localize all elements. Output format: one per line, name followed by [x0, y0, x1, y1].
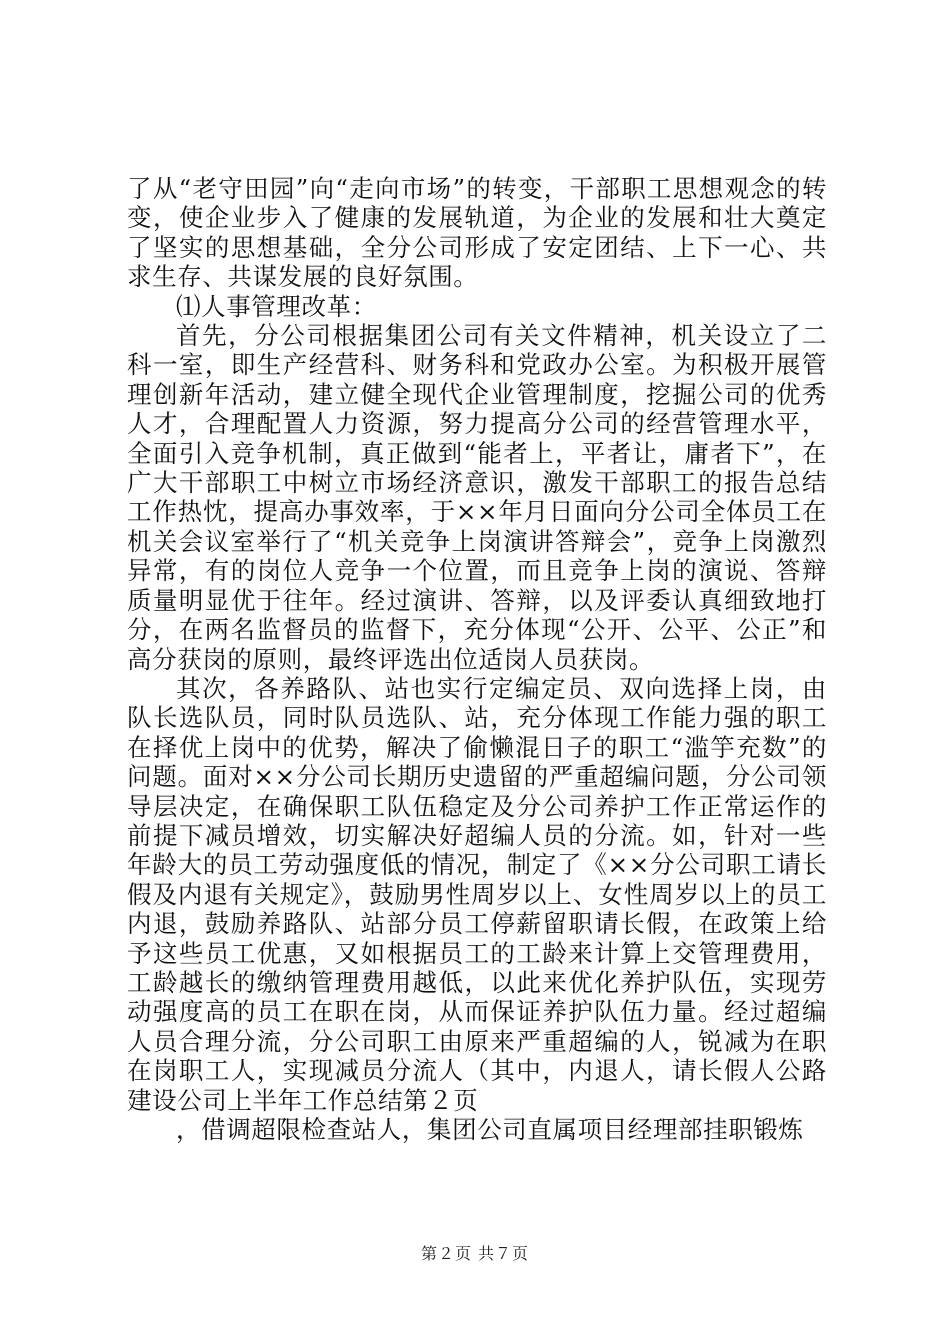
page-footer: 第２页 共７页 — [420, 1244, 530, 1263]
paragraph-3: 其次，各养路队、站也实行定编定员、双向选择上岗，由队长选队员，同时队员选队、站，充分体现工作能力强的职工在择优上岗中的优势，解决了偷懒混日子的职工“滥竽充数”的问题。面对××分公司长期历史遗留的严重超编问题，分公司领导层决定，在确保职工队伍稳定及分公司养护工作正常运作的前提下减员增效，切实解决好超编人员的分流。如，针对一些年龄大的员工劳动强度低的情况，制定了《××分公司职工请长假及内退有关规定》，鼓励男性周岁以上、女性周岁以上的员工内退，鼓励养路队、站部分员工停薪留职请长假，在政策上给予这些员工优惠，又如根据员工的工龄来计算上交管理费用，工龄越长的缴纳管理费用越低，以此来优化养护队伍，实现劳动强度高的员工在职在岗，从而保证养护队伍力量。经过超编人员合理分流，分公司职工由原来严重超编的人，锐减为在职在岗职工人，实现减员分流人（其中，内退人，请长假人公路建设公司上半年工作总结第２页 — [127, 673, 827, 1115]
document-body — [127, 174, 827, 1144]
section-heading: ⑴人事管理改革： — [176, 291, 377, 321]
paragraph-4: ，借调超限检查站人，集团公司直属项目经理部挂职锻炼 — [176, 1115, 804, 1144]
paragraph-1: 了从“老守田园”向“走向市场”的转变，干部职工思想观念的转变，使企业步入了健康的发展轨道，为企业的发展和壮大奠定了坚实的思想基础，全分公司形成了安定团结、上下一心、共求生存、共谋发展的良好氛围。 — [127, 174, 827, 292]
paragraph-2: 首先，分公司根据集团公司有关文件精神，机关设立了二科一室，即生产经营科、财务科和党政办公室。为积极开展管理创新年活动，建立健全现代企业管理制度，挖掘公司的优秀人才，合理配置人力资源，努力提高分公司的经营管理水平，全面引入竞争机制，真正做到“能者上，平者让，庸者下”，在广大干部职工中树立市场经济意识，激发干部职工的报告总结工作热忱，提高办事效率，于××年月日面向分公司全体员工在机关会议室举行了“机关竞争上岗演讲答辩会”，竞争上岗激烈异常，有的岗位人竞争一个位置，而且竞争上岗的演说、答辩质量明显优于往年。经过演讲、答辩，以及评委认真细致地打分，在两名监督员的监督下，充分体现“公开、公平、公正”和高分获岗的原则，最终评选出位适岗人员获岗。 — [127, 321, 827, 674]
